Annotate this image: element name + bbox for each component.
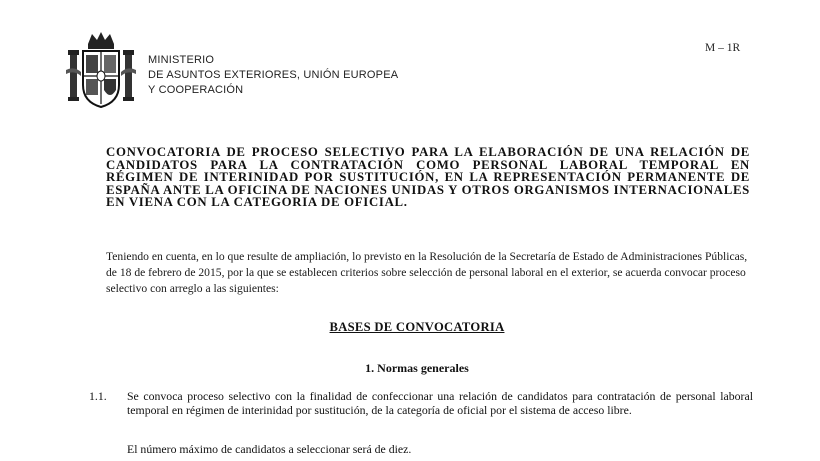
ministry-line: DE ASUNTOS EXTERIORES, UNIÓN EUROPEA <box>148 69 399 81</box>
ministry-line: MINISTERIO <box>148 54 215 66</box>
spain-coat-of-arms-icon <box>66 30 136 110</box>
intro-paragraph: Teniendo en cuenta, en lo que resulte de ampliación, lo previsto en la Resolución de la Secretaría de Estado de Administraciones Públicas, de 18 de febrero de 2015, por la que se establecen criterios sobre selección de personal laboral en el exterior, se acuerda convocar proceso selectivo con arreglo a las siguientes: <box>106 250 748 295</box>
bases-heading: BASES DE CONVOCATORIA <box>329 320 505 334</box>
ministry-name <box>148 53 398 98</box>
document-title: CONVOCATORIA DE PROCESO SELECTIVO PARA LA ELABORACIÓN DE UNA RELACIÓN DE CANDIDATOS PARA LA CONTRATACIÓN COMO PERSONAL LABORAL TEMPORAL EN RÉGIMEN DE INTERINIDAD POR SUSTITUCIÓN, EN LA REPRESENTACIÓN PERMANENTE DE ESPAÑA ANTE LA OFICINA DE NACIONES UNIDAS Y OTROS ORGANISMOS INTERNACIONALES EN VIENA CON LA CATEGORIA DE OFICIAL. <box>106 145 750 210</box>
clause-number: 1.1. <box>89 389 107 403</box>
document-code: M – 1R <box>705 42 741 54</box>
clause-note: El número máximo de candidatos a seleccionar será de diez. <box>127 442 412 456</box>
section-heading: 1. Normas generales <box>365 361 469 375</box>
ministry-line: Y COOPERACIÓN <box>148 84 244 96</box>
clause-text: Se convoca proceso selectivo con la finalidad de confeccionar una relación de candidatos para contratación de personal laboral temporal en régimen de interinidad por sustitución, de la categoría de oficial por el sistema de acceso libre. <box>127 389 753 417</box>
